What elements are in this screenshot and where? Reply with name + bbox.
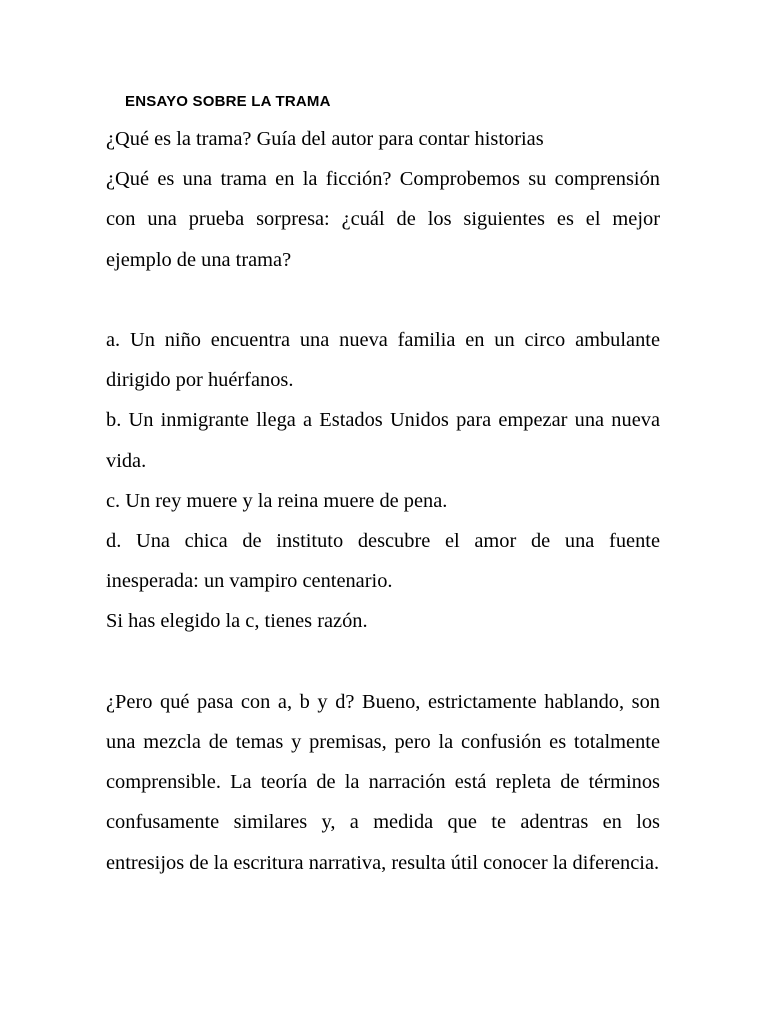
intro-paragraph: ¿Qué es una trama en la ficción? Comprobemos su comprensión con una prueba sorpresa: ¿cuál de los siguientes es el mejor ejemplo de una trama? bbox=[106, 168, 660, 271]
essay-body bbox=[106, 119, 660, 883]
option-d: d. Una chica de instituto descubre el amor de una fuente inesperada: un vampiro centenario. bbox=[106, 530, 660, 593]
conclusion-paragraph: ¿Pero qué pasa con a, b y d? Bueno, estrictamente hablando, son una mezcla de temas y premisas, pero la confusión es totalmente comprensible. La teoría de la narración está repleta de términos confusamente similares y, a medida que te adentras en los entresijos de la escritura narrativa, resulta útil conocer la diferencia. bbox=[106, 690, 660, 874]
essay-heading: ENSAYO SOBRE LA TRAMA bbox=[125, 93, 331, 110]
paragraph-spacer bbox=[106, 642, 660, 682]
answer-line: Si has elegido la c, tienes razón. bbox=[106, 610, 368, 633]
option-c: c. Un rey muere y la reina muere de pena. bbox=[106, 489, 448, 512]
essay-subtitle: ¿Qué es la trama? Guía del autor para contar historias bbox=[106, 128, 544, 150]
paragraph-spacer bbox=[106, 280, 660, 320]
option-a: a. Un niño encuentra una nueva familia en un circo ambulante dirigido por huérfanos. bbox=[106, 329, 660, 392]
option-b: b. Un inmigrante llega a Estados Unidos para empezar una nueva vida. bbox=[106, 409, 660, 472]
